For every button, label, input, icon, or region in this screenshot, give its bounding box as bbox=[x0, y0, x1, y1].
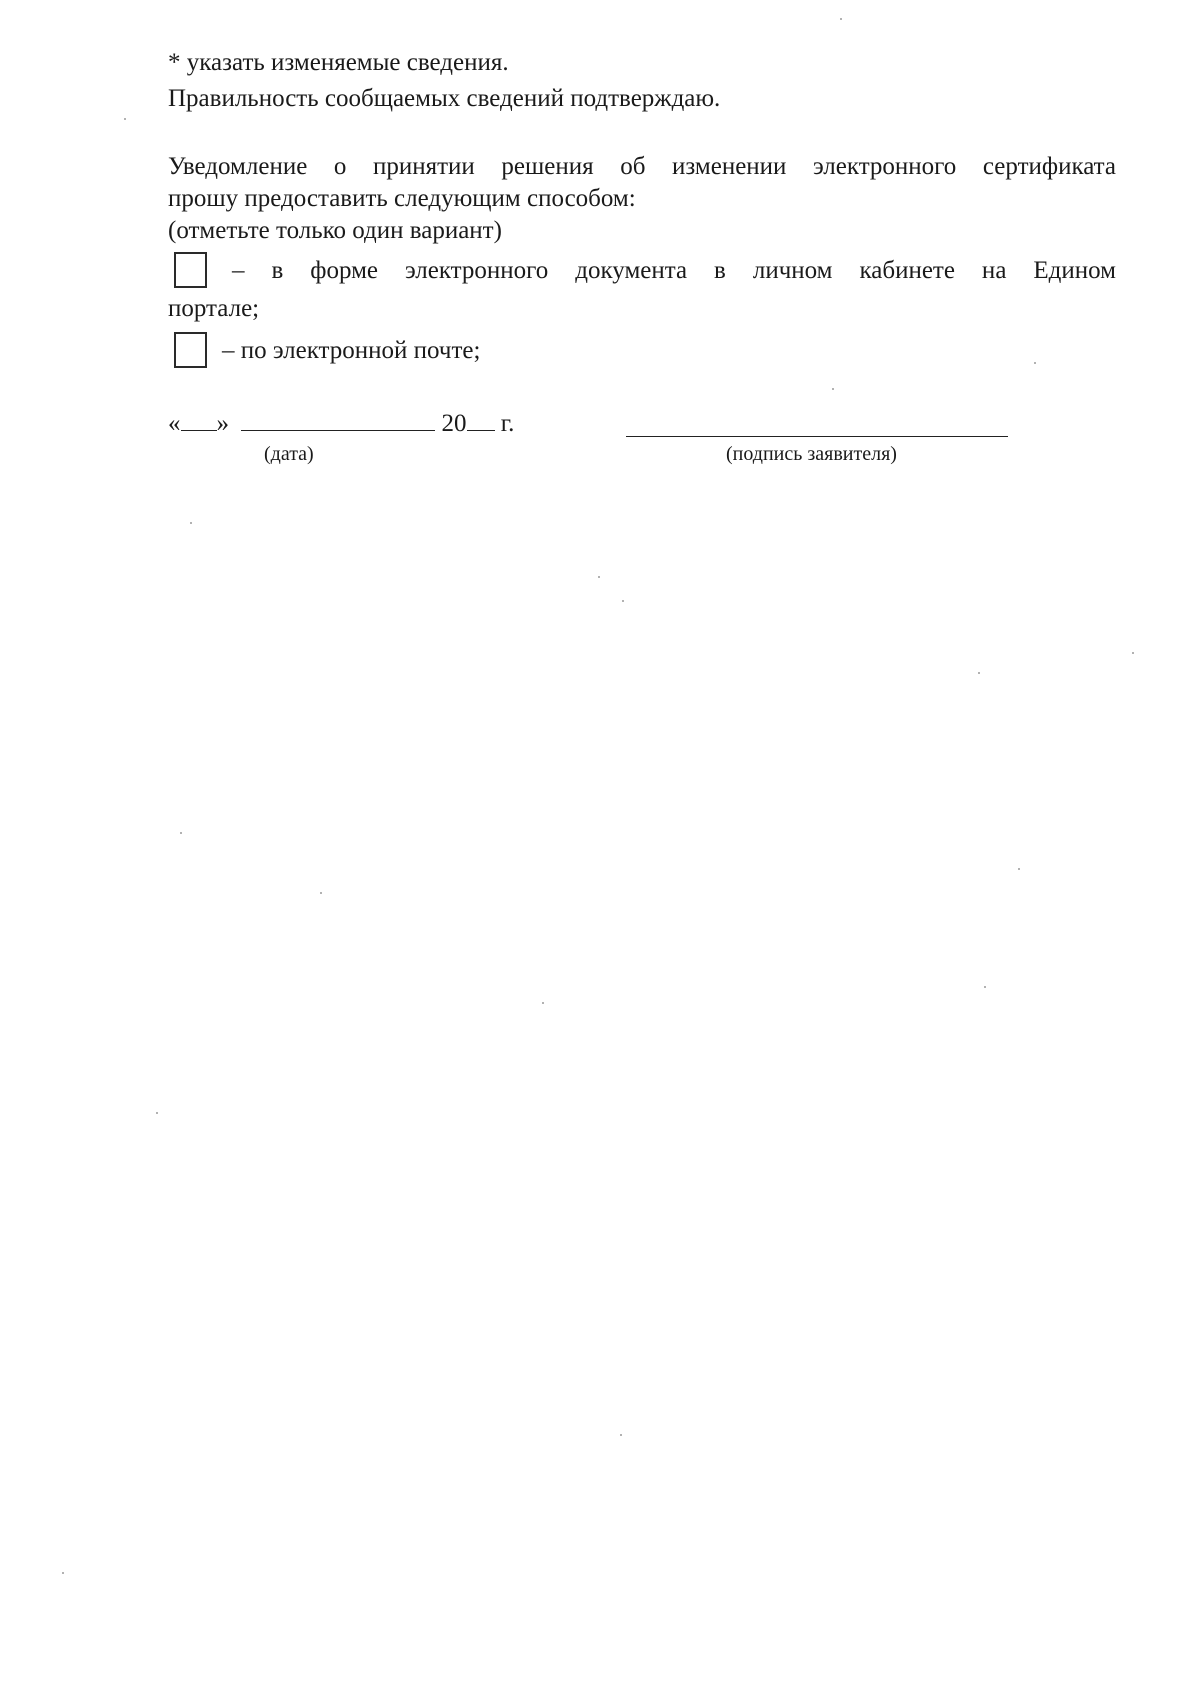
open-quote: « bbox=[168, 410, 181, 437]
scan-speck bbox=[62, 1572, 64, 1574]
option-email-checkbox[interactable] bbox=[174, 332, 207, 368]
date-field-row bbox=[168, 408, 514, 439]
scan-speck bbox=[984, 986, 986, 988]
scan-speck bbox=[840, 18, 842, 20]
option-email-label: – по электронной почте; bbox=[222, 337, 481, 364]
scan-speck bbox=[320, 892, 322, 894]
scan-speck bbox=[542, 1002, 544, 1004]
scan-speck bbox=[622, 600, 624, 602]
scan-speck bbox=[620, 1434, 622, 1436]
option-portal-label: – в форме электронного документа в личном кабинете на Едином bbox=[232, 257, 1116, 284]
confirmation-text: Правильность сообщаемых сведений подтверждаю. bbox=[168, 85, 721, 112]
scan-speck bbox=[124, 118, 126, 120]
month-blank[interactable] bbox=[241, 408, 435, 431]
scan-speck bbox=[1018, 868, 1020, 870]
scan-speck bbox=[156, 1112, 158, 1114]
instruction-text: (отметьте только один вариант) bbox=[168, 217, 502, 244]
day-blank[interactable] bbox=[181, 408, 217, 431]
year-suffix: г. bbox=[500, 410, 515, 437]
scan-speck bbox=[598, 576, 600, 578]
scan-speck bbox=[180, 832, 182, 834]
notification-line-1: Уведомление о принятии решения об изменении электронного сертификата bbox=[168, 153, 1116, 180]
date-caption: (дата) bbox=[264, 443, 314, 465]
signature-caption: (подпись заявителя) bbox=[726, 443, 897, 465]
scan-speck bbox=[978, 672, 980, 674]
scan-speck bbox=[832, 388, 834, 390]
scan-speck bbox=[1132, 652, 1134, 654]
scan-speck bbox=[190, 522, 192, 524]
signature-line[interactable] bbox=[626, 436, 1008, 437]
option-portal-checkbox[interactable] bbox=[174, 252, 207, 288]
year-prefix: 20 bbox=[441, 410, 467, 437]
notification-line-2: прошу предоставить следующим способом: bbox=[168, 185, 636, 212]
option-portal-label-cont: портале; bbox=[168, 295, 260, 322]
year-blank[interactable] bbox=[467, 408, 495, 431]
scan-speck bbox=[1034, 362, 1036, 364]
asterisk-note: * указать изменяемые сведения. bbox=[168, 49, 509, 76]
close-quote: » bbox=[216, 410, 229, 437]
